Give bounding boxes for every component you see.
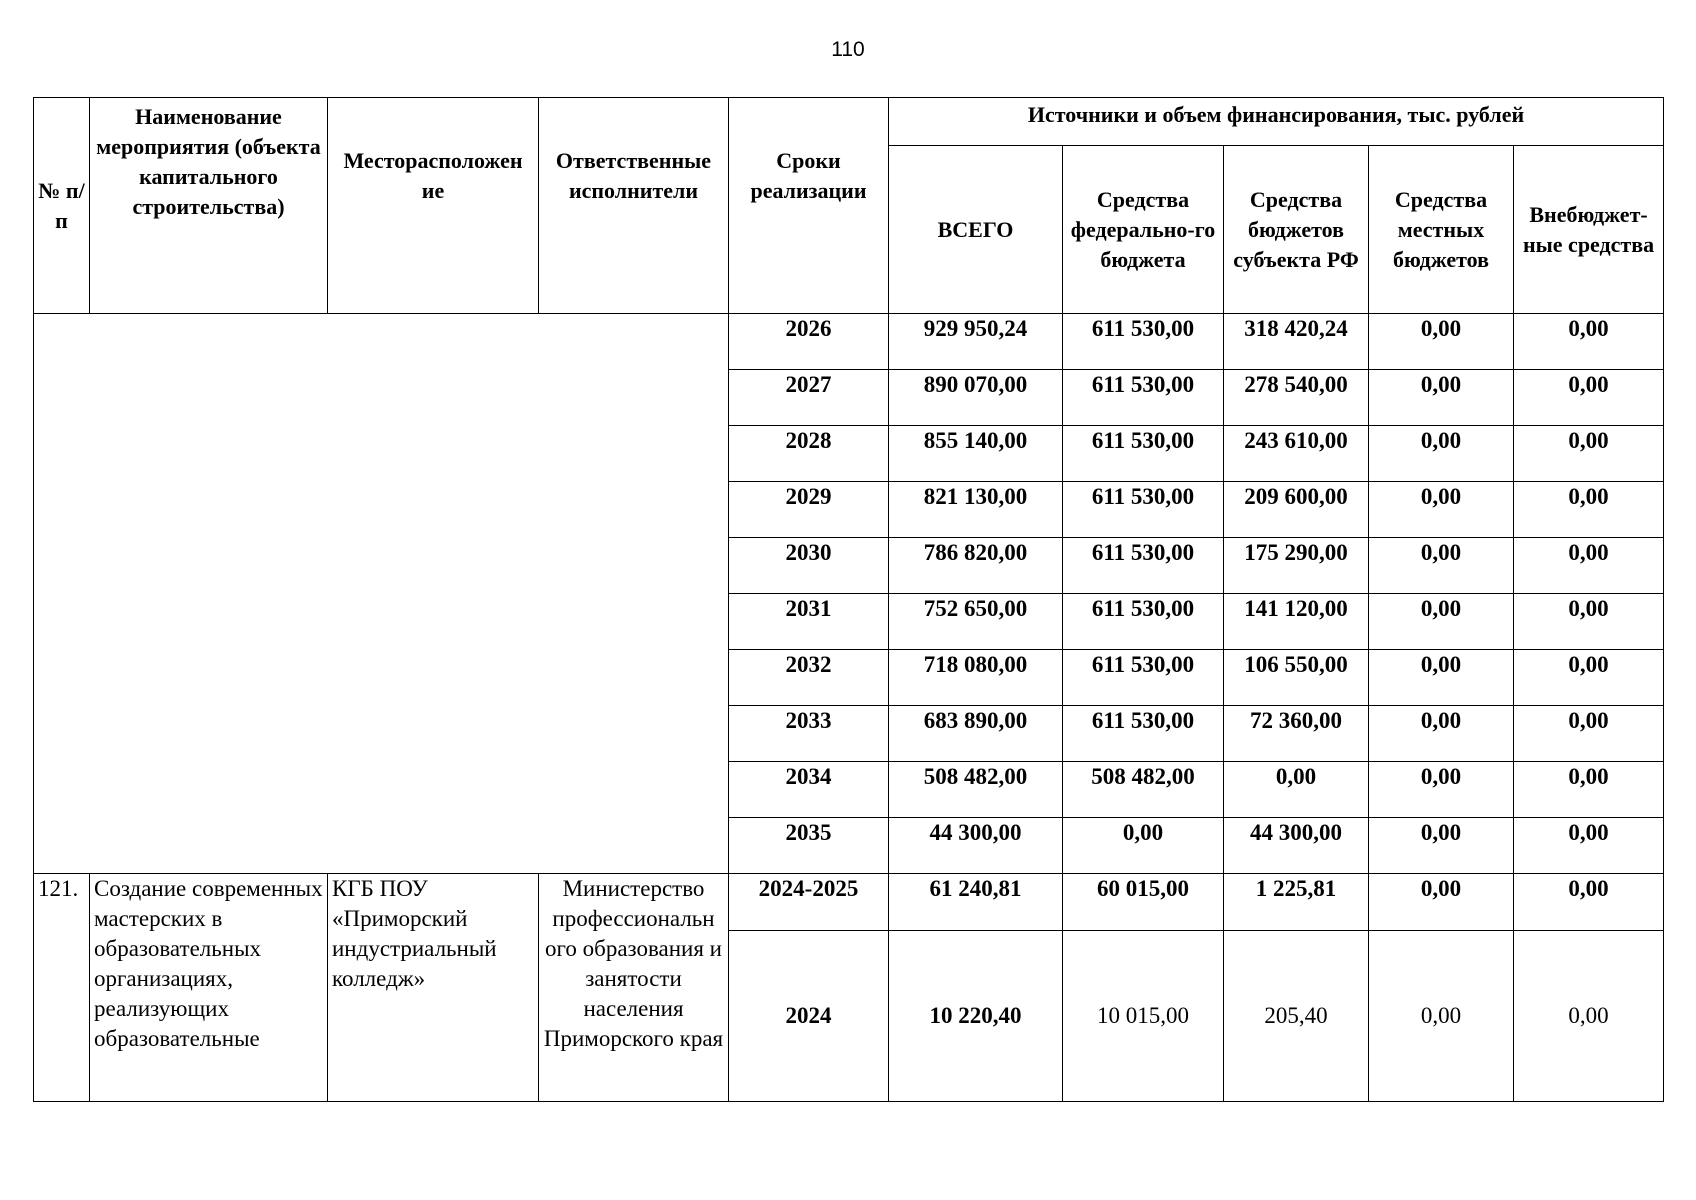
extra-cell: 0,00 <box>1514 482 1664 538</box>
local-cell: 0,00 <box>1369 874 1514 931</box>
total-cell: 10 220,40 <box>889 931 1063 1102</box>
header-funding-group: Источники и объем финансирования, тыс. рублей <box>889 98 1664 146</box>
regional-cell: 72 360,00 <box>1224 706 1369 762</box>
extra-cell: 0,00 <box>1514 931 1664 1102</box>
year-cell: 2024-2025 <box>729 874 889 931</box>
local-cell: 0,00 <box>1369 706 1514 762</box>
extra-cell: 0,00 <box>1514 762 1664 818</box>
regional-cell: 141 120,00 <box>1224 594 1369 650</box>
header-local: Средства местных бюджетов <box>1369 146 1514 314</box>
local-cell: 0,00 <box>1369 426 1514 482</box>
local-cell: 0,00 <box>1369 762 1514 818</box>
federal-cell: 611 530,00 <box>1063 594 1224 650</box>
federal-cell: 611 530,00 <box>1063 538 1224 594</box>
year-cell: 2030 <box>729 538 889 594</box>
extra-cell: 0,00 <box>1514 594 1664 650</box>
total-cell: 786 820,00 <box>889 538 1063 594</box>
federal-cell: 611 530,00 <box>1063 370 1224 426</box>
regional-cell: 44 300,00 <box>1224 818 1369 874</box>
federal-cell: 508 482,00 <box>1063 762 1224 818</box>
regional-cell: 1 225,81 <box>1224 874 1369 931</box>
year-cell: 2035 <box>729 818 889 874</box>
extra-cell: 0,00 <box>1514 650 1664 706</box>
page-number: 110 <box>831 38 865 61</box>
total-cell: 508 482,00 <box>889 762 1063 818</box>
local-cell: 0,00 <box>1369 650 1514 706</box>
total-cell: 61 240,81 <box>889 874 1063 931</box>
regional-cell: 205,40 <box>1224 931 1369 1102</box>
federal-cell: 611 530,00 <box>1063 650 1224 706</box>
local-cell: 0,00 <box>1369 482 1514 538</box>
total-cell: 929 950,24 <box>889 314 1063 370</box>
year-cell: 2027 <box>729 370 889 426</box>
extra-cell: 0,00 <box>1514 426 1664 482</box>
federal-cell: 60 015,00 <box>1063 874 1224 931</box>
federal-cell: 611 530,00 <box>1063 426 1224 482</box>
item-index: 121. <box>34 874 90 1102</box>
year-cell: 2033 <box>729 706 889 762</box>
year-cell: 2031 <box>729 594 889 650</box>
extra-cell: 0,00 <box>1514 538 1664 594</box>
extra-cell: 0,00 <box>1514 874 1664 931</box>
year-cell: 2034 <box>729 762 889 818</box>
year-cell: 2024 <box>729 931 889 1102</box>
year-cell: 2028 <box>729 426 889 482</box>
federal-cell: 611 530,00 <box>1063 314 1224 370</box>
federal-cell: 0,00 <box>1063 818 1224 874</box>
item-location: КГБ ПОУ «Приморский индустриальный колледж» <box>328 874 539 1102</box>
local-cell: 0,00 <box>1369 594 1514 650</box>
header-period: Сроки реализации <box>729 98 889 314</box>
regional-cell: 243 610,00 <box>1224 426 1369 482</box>
total-cell: 718 080,00 <box>889 650 1063 706</box>
table-row <box>34 314 1664 370</box>
header-location: Месторасположен ие <box>328 98 539 314</box>
year-cell: 2032 <box>729 650 889 706</box>
federal-cell: 10 015,00 <box>1063 931 1224 1102</box>
item-name: Создание современных мастерских в образовательных организациях, реализующих образовательные <box>90 874 328 1102</box>
header-regional: Средства бюджетов субъекта РФ <box>1224 146 1369 314</box>
item-responsible: Министерство профессиональн ого образования и занятости населения Приморского края <box>539 874 729 1102</box>
extra-cell: 0,00 <box>1514 706 1664 762</box>
local-cell: 0,00 <box>1369 818 1514 874</box>
regional-cell: 175 290,00 <box>1224 538 1369 594</box>
federal-cell: 611 530,00 <box>1063 482 1224 538</box>
header-total: ВСЕГО <box>889 146 1063 314</box>
header-extra: Внебюджет-ные средства <box>1514 146 1664 314</box>
merged-blank-cell <box>34 314 729 874</box>
extra-cell: 0,00 <box>1514 818 1664 874</box>
financing-table <box>33 97 1664 1102</box>
regional-cell: 318 420,24 <box>1224 314 1369 370</box>
regional-cell: 106 550,00 <box>1224 650 1369 706</box>
total-cell: 752 650,00 <box>889 594 1063 650</box>
regional-cell: 278 540,00 <box>1224 370 1369 426</box>
federal-cell: 611 530,00 <box>1063 706 1224 762</box>
regional-cell: 0,00 <box>1224 762 1369 818</box>
extra-cell: 0,00 <box>1514 314 1664 370</box>
extra-cell: 0,00 <box>1514 370 1664 426</box>
total-cell: 683 890,00 <box>889 706 1063 762</box>
local-cell: 0,00 <box>1369 370 1514 426</box>
total-cell: 44 300,00 <box>889 818 1063 874</box>
local-cell: 0,00 <box>1369 538 1514 594</box>
header-name: Наименование мероприятия (объекта капитального строительства) <box>90 98 328 314</box>
header-num: № п/п <box>34 98 90 314</box>
regional-cell: 209 600,00 <box>1224 482 1369 538</box>
total-cell: 855 140,00 <box>889 426 1063 482</box>
local-cell: 0,00 <box>1369 931 1514 1102</box>
local-cell: 0,00 <box>1369 314 1514 370</box>
header-responsible: Ответственные исполнители <box>539 98 729 314</box>
header-federal: Средства федерально-го бюджета <box>1063 146 1224 314</box>
table-row-item-121 <box>34 874 1664 931</box>
total-cell: 821 130,00 <box>889 482 1063 538</box>
total-cell: 890 070,00 <box>889 370 1063 426</box>
year-cell: 2029 <box>729 482 889 538</box>
year-cell: 2026 <box>729 314 889 370</box>
